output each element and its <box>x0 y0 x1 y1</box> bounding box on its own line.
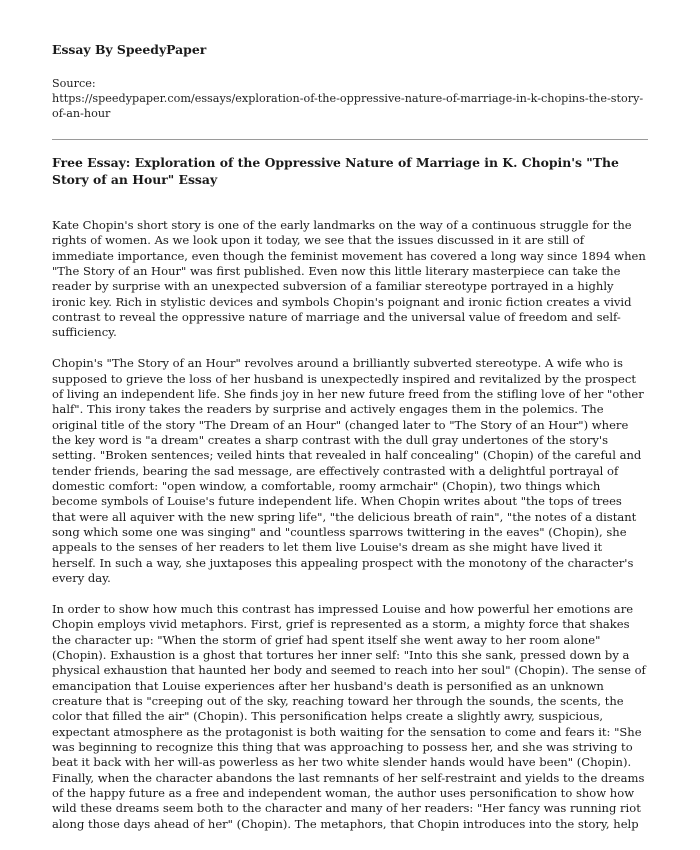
essay-paragraph-2: Chopin's "The Story of an Hour" revolves around a brilliantly subverted stereotype. A wife who is supposed to grieve the loss of her husband is unexpectedly inspired and revitalized by the prospect of living an independent life. She finds joy in her new future freed from the stifling love of her "other half". This irony takes the readers by surprise and actively engages them in the polemics. The original title of the story "The Dream of an Hour" (changed later to "The Story of an Hour") where the key word is "a dream" creates a sharp contrast with the dull gray undertones of the story's setting. "Broken sentences; veiled hints that revealed in half concealing" (Chopin) of the careful and tender friends, bearing the sad message, are effectively contrasted with a delightful portrayal of domestic comfort: "open window, a comfortable, roomy armchair" (Chopin), two things which become symbols of Louise's future independent life. When Chopin writes about "the tops of trees that were all aquiver with the new spring life", "the delicious breath of rain", "the notes of a distant song which some one was singing" and "countless sparrows twittering in the eaves" (Chopin), she appeals to the senses of her readers to let them live Louise's dream as she might have lived it herself. In such a way, she juxtaposes this appealing prospect with the monotony of the character's every day. <box>52 356 644 586</box>
header-divider <box>52 139 648 140</box>
essay-title: Free Essay: Exploration of the Oppressive Nature of Marriage in K. Chopin's "The Story of an Hour" Essay <box>52 155 619 187</box>
essay-paragraph-1: Kate Chopin's short story is one of the early landmarks on the way of a continuous struggle for the rights of women. As we look upon it today, we see that the issues discussed in it are still of immediate importance, even though the feminist movement has covered a long way since 1894 when "The Story of an Hour" was first published. Even now this little literary masterpiece can take the reader by surprise with an unexpected subversion of a familiar stereotype portrayed in a highly ironic key. Rich in stylistic devices and symbols Chopin's poignant and ironic fiction creates a vivid contrast to reveal the oppressive nature of marriage and the universal value of freedom and self-sufficiency. <box>52 218 646 340</box>
essay-paragraph-3: In order to show how much this contrast has impressed Louise and how powerful her emotions are Chopin employs vivid metaphors. First, grief is represented as a storm, a mighty force that shakes the character up: "When the storm of grief had spent itself she went away to her room alone" (Chopin). Exhaustion is a ghost that tortures her inner self: "Into this she sank, pressed down by a physical exhaustion that haunted her body and seemed to reach into her soul" (Chopin). The sense of emancipation that Louise experiences after her husband's death is personified as an unknown creature that is "creeping out of the sky, reaching toward her through the sounds, the scents, the color that filled the air" (Chopin). This personification helps create a slightly awry, suspicious, expectant atmosphere as the protagonist is both waiting for the sensation to come and fears it: "She was beginning to recognize this thing that was approaching to possess her, and she was striving to beat it back with her will-as powerless as her two white slender hands would have been" (Chopin). Finally, when the character abandons the last remnants of her self-restraint and yields to the dreams of the happy future as a free and independent woman, the author uses personification to show how wild these dreams seem both to the character and many of her readers: "Her fancy was running riot along those days ahead of her" (Chopin). The metaphors, that Chopin introduces into the story, help <box>52 601 646 831</box>
source-url: https://speedypaper.com/essays/exploration-of-the-oppressive-nature-of-marriage-in-k-chopins-the-story-of-an-hour <box>52 92 644 120</box>
source-block <box>52 76 648 121</box>
source-label: Source: <box>52 77 96 90</box>
site-header-title: Essay By SpeedyPaper <box>52 42 207 57</box>
essay-body <box>52 218 648 832</box>
